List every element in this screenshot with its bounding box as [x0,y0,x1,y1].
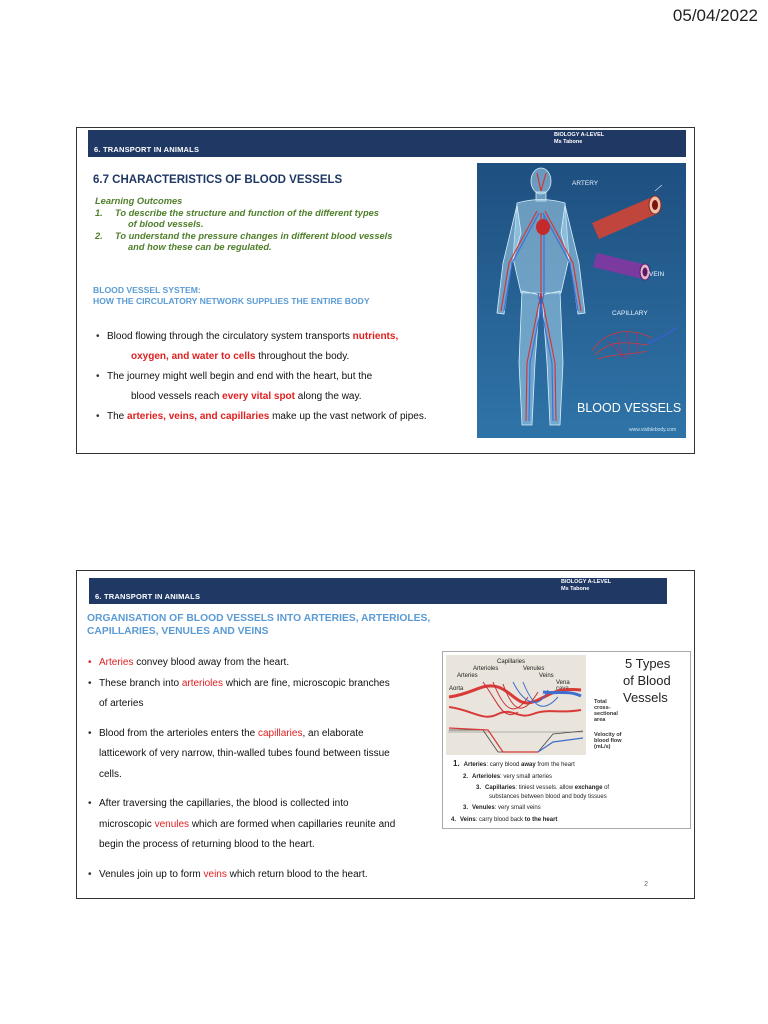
slide-banner [88,130,686,157]
area-label-3: sectional [594,711,618,717]
slide-title [87,612,447,638]
heart-shape [536,219,550,235]
bullet-text: convey blood away from the heart. [133,657,290,668]
bullet-item [93,407,498,427]
outcome-number: 1. [95,207,103,218]
bullet-text: which return blood to the heart. [226,868,368,880]
bullet-list [85,653,435,885]
label-cava: cava [556,686,569,692]
body-vessels-image [477,163,686,438]
diagram-heading-line-1: 5 Types [625,656,671,671]
slide-banner [89,578,667,604]
bullet-text: , an elaborate [302,727,364,739]
type-text: : tiniest vessels. allow [515,785,575,791]
type-number: 3. [463,805,469,811]
slide-1 [76,127,695,454]
type-number: 1. [453,759,460,768]
type-number: 3. [476,785,482,791]
bullet-text: blood vessels reach [131,391,223,402]
page-number: 2 [644,881,648,888]
vein-label: VEIN [649,271,665,278]
vessel-type-2 [463,774,552,780]
banner-course-teacher: Ms Tabone [554,139,583,145]
banner-topic: 6. TRANSPORT IN ANIMALS [95,592,201,601]
bullet-text-continued: latticework of very narrow, thin-walled tubes found between tissue [99,748,390,759]
title-line-2: CAPILLARIES, VENULES AND VEINS [87,626,269,637]
type-text: from the heart [535,762,575,768]
bullet-text: make up the vast network of pipes. [269,411,427,422]
label-vena: Vena [556,680,570,686]
learning-outcome-2 [95,231,455,243]
vessel-type-5 [451,817,557,823]
section-subheading [93,285,370,307]
bullet-item [85,724,435,786]
banner-course-subject: BIOLOGY A-LEVEL [554,132,605,138]
label-veins: Veins [539,673,554,679]
bullet-text: Venules join up to form [99,868,204,880]
bullet-item [85,794,435,856]
banner-course [554,132,604,146]
type-name: Arteries [463,762,487,768]
bullet-text: throughout the body. [255,351,350,362]
velocity-label-2: blood flow [594,738,622,744]
highlight-text: capillaries [257,727,303,739]
bullet-text: Blood from the arterioles enters the [99,727,258,739]
bullet-text: which are fine, microscopic branches [222,677,390,689]
bullet-text-continued: of arteries [99,698,144,709]
learning-outcomes [95,196,455,254]
illustration-caption: BLOOD VESSELS [577,401,682,415]
artery-label: ARTERY [572,180,599,187]
highlight-text: arteries, veins, and capillaries [127,411,270,422]
bullet-text: Blood flowing through the circulatory system transports [107,331,353,342]
type-number: 4. [451,817,457,823]
bullet-text: The [107,411,128,422]
outcome-text: To understand the pressure changes in different blood vessels [115,230,393,241]
type-text: : very small veins [494,805,541,811]
bullet-item [93,327,498,347]
label-aorta: Aorta [449,686,464,692]
bullet-list [93,327,498,427]
type-name: Venules [472,805,495,811]
label-venules: Venules [523,666,545,672]
type-text: of [602,785,610,791]
type-emphasis: to the heart [524,817,558,823]
label-arterioles: Arterioles [473,666,499,672]
highlight-text: arterioles [181,677,223,689]
highlight-text: every vital spot [222,391,295,402]
bullet-text: along the way. [294,391,362,402]
bullet-text-continued: microscopic [99,818,155,830]
illustration-credit: www.visiblebody.com [629,427,677,433]
type-name: Capillaries [485,785,516,791]
outcome-text: To describe the structure and function of the different types [115,207,379,218]
banner-course [561,579,611,593]
highlight-text: oxygen, and water to cells [131,351,256,362]
capillary-label: CAPILLARY [612,310,648,317]
bullet-text-continued: begin the process of returning blood to the heart. [99,839,315,850]
blood-vessels-illustration [477,163,686,438]
subheading-line-1: BLOOD VESSEL SYSTEM: [93,285,201,295]
title-line-1: ORGANISATION OF BLOOD VESSELS INTO ARTERIES, ARTERIOLES, [87,613,431,624]
slide-2 [76,570,695,899]
outcome-text-continued: of blood vessels. [128,219,204,229]
outcome-text-continued: and how these can be regulated. [128,242,272,252]
type-emphasis: away [521,762,536,768]
bullet-text: After traversing the capillaries, the blood is collected into [99,798,349,809]
area-label-4: area [594,717,606,723]
area-label-1: Total [594,699,607,705]
type-name: Arterioles [472,774,501,780]
bullet-item [93,367,498,387]
vessel-type-4 [463,805,541,811]
vessel-type-1 [453,759,575,768]
velocity-label-1: Velocity of [594,732,622,738]
learning-outcome-1 [95,208,455,220]
vessel-type-list [451,759,609,823]
bullet-continuation [93,387,498,407]
label-capillaries: Capillaries [497,659,526,665]
vessel-types-graphic [443,652,690,828]
bullet-text: The journey might well begin and end with the heart, but the [107,371,373,382]
banner-topic: 6. TRANSPORT IN ANIMALS [94,145,200,154]
outcome-number: 2. [95,230,103,241]
velocity-label-3: (mL/s) [594,744,611,750]
type-number: 2. [463,774,469,780]
diagram-heading-line-3: Vessels [623,690,668,705]
highlight-text: Arteries [99,657,134,668]
type-emphasis: exchange [574,785,603,791]
bullet-text: These branch into [99,677,182,689]
type-text: : carry blood back [475,817,525,823]
area-label-2: cross- [594,705,611,711]
bullet-item [85,653,435,674]
type-text: : carry blood [486,762,522,768]
highlight-text: nutrients, [352,331,399,342]
learning-outcomes-heading: Learning Outcomes [95,196,183,206]
vessel-type-3-continued: substances between blood and body tissues [489,794,607,800]
label-arteries: Arteries [457,673,478,679]
vessel-type-3 [476,785,609,791]
bullet-continuation [93,347,498,367]
bullet-text-continued: which are formed when capillaries reunite and [189,818,396,830]
banner-course-teacher: Ms Tabone [561,586,590,592]
type-text: : very small arteries [500,774,553,780]
diagram-heading-line-2: of Blood [623,673,671,688]
banner-course-subject: BIOLOGY A-LEVEL [561,579,612,585]
bullet-item [85,865,435,886]
type-name: Veins [460,817,476,823]
highlight-text: veins [203,868,227,880]
highlight-text: venules [154,818,190,830]
vessel-types-diagram [442,651,691,829]
slide-title: 6.7 CHARACTERISTICS OF BLOOD VESSELS [93,174,343,186]
bullet-item [85,674,435,715]
bullet-text-continued: cells. [99,768,122,780]
page-date: 05/04/2022 [672,6,758,25]
subheading-line-2: HOW THE CIRCULATORY NETWORK SUPPLIES THE ENTIRE BODY [93,296,370,306]
